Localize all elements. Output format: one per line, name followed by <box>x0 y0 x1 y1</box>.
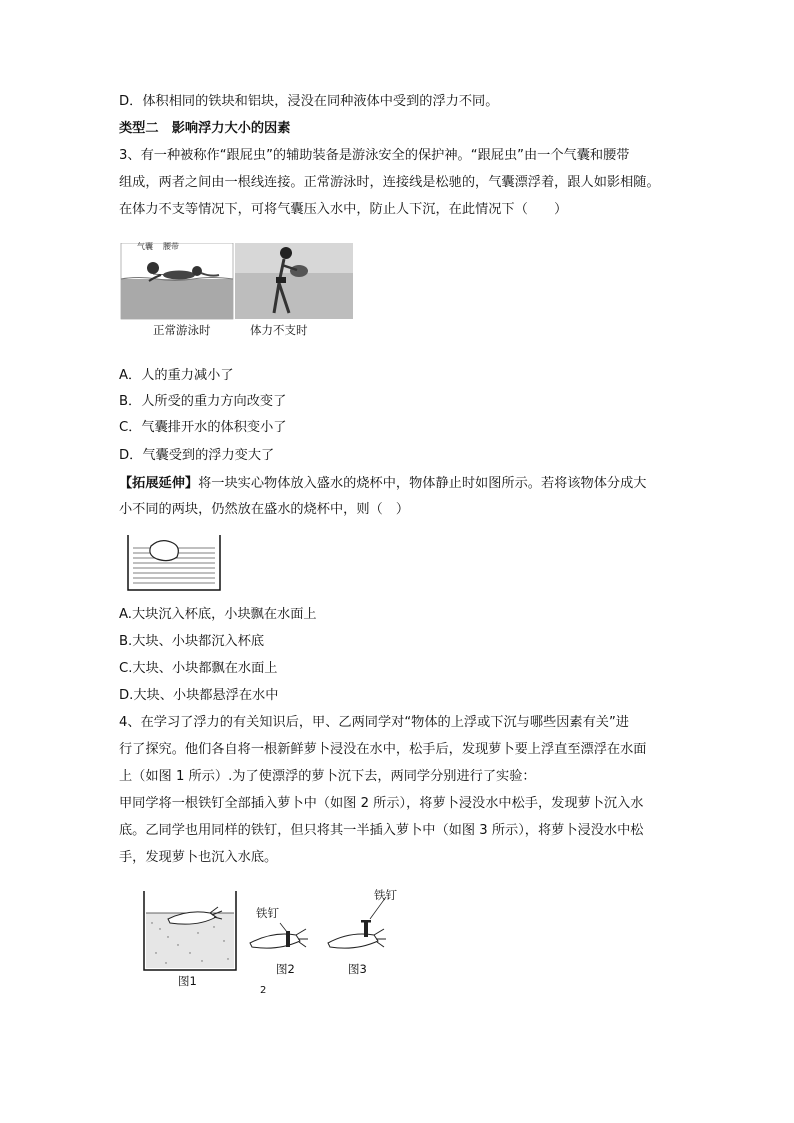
extension-text-1: 将一块实心物体放入盛水的烧杯中，物体静止时如图所示。若将该物体分成大 <box>198 476 647 491</box>
beaker-illustration <box>125 533 225 593</box>
q3-option-a: A．人的重力减小了 <box>119 368 234 383</box>
swim-figure <box>119 243 355 343</box>
caption-normal-swim: 正常游泳时 <box>153 323 211 337</box>
nail-label-fig3: 铁钉 <box>374 888 397 902</box>
extension-line-2: 小不同的两块，仍然放在盛水的烧杯中，则（ ） <box>119 502 410 517</box>
caption-fig1: 图1 <box>178 974 197 988</box>
ext-option-b: B.大块、小块都沉入杯底 <box>119 634 265 649</box>
ext-option-a: A.大块沉入杯底，小块飘在水面上 <box>119 607 317 622</box>
ext-option-c: C.大块、小块都飘在水面上 <box>119 661 278 676</box>
q3-option-c: C．气囊排开水的体积变小了 <box>119 420 287 435</box>
q3-option-b: B．人所受的重力方向改变了 <box>119 394 287 409</box>
question-4-line-4: 甲同学将一根铁钉全部插入萝卜中（如图 2 所示），将萝卜浸没水中松手，发现萝卜沉入水 <box>119 796 644 811</box>
caption-fig2: 图2 <box>276 962 295 976</box>
extension-tag: 【拓展延伸】 <box>119 476 199 491</box>
question-4-line-5: 底。乙同学也用同样的铁钉，但只将其一半插入萝卜中（如图 3 所示），将萝卜浸没水中松 <box>119 823 644 838</box>
label-air-bag: 气囊 <box>137 242 153 251</box>
page-number-mark: 2 <box>260 985 267 996</box>
question-3-line-3: 在体力不支等情况下，可将气囊压入水中，防止人下沉，在此情况下（ ） <box>119 202 568 217</box>
caption-exhausted: 体力不支时 <box>250 323 308 337</box>
section-heading-type2: 类型二 影响浮力大小的因素 <box>119 121 291 136</box>
question-4-line-2: 行了探究。他们各自将一根新鲜萝卜浸没在水中，松手后，发现萝卜要上浮直至漂浮在水面 <box>119 742 647 757</box>
extension-line-1 <box>119 474 647 494</box>
ext-option-d: D.大块、小块都悬浮在水中 <box>119 688 279 703</box>
question-3-line-1: 3、有一种被称作“跟屁虫”的辅助装备是游泳安全的保护神。“跟屁虫”由一个气囊和腰带 <box>119 148 630 163</box>
caption-fig3: 图3 <box>348 962 367 976</box>
question-4-line-3: 上（如图 1 所示）.为了使漂浮的萝卜沉下去，两同学分别进行了实验： <box>119 769 536 784</box>
q3-option-d: D．气囊受到的浮力变大了 <box>119 448 275 463</box>
carrot-figures <box>138 883 398 1003</box>
nail-label-fig2: 铁钉 <box>256 906 279 920</box>
label-belt: 腰带 <box>163 242 179 251</box>
beaker-figure <box>125 533 225 593</box>
question-4-line-1: 4、在学习了浮力的有关知识后，甲、乙两同学对“物体的上浮或下沉与哪些因素有关”进 <box>119 715 629 730</box>
question-3-line-2: 组成，两者之间由一根线连接。正常游泳时，连接线是松驰的，气囊漂浮着，跟人如影相随。 <box>119 175 660 190</box>
swim-illustration <box>119 243 355 321</box>
option-d-previous: D．体积相同的铁块和铝块，浸没在同种液体中受到的浮力不同。 <box>119 94 499 109</box>
question-4-line-6: 手，发现萝卜也沉入水底。 <box>119 850 278 865</box>
